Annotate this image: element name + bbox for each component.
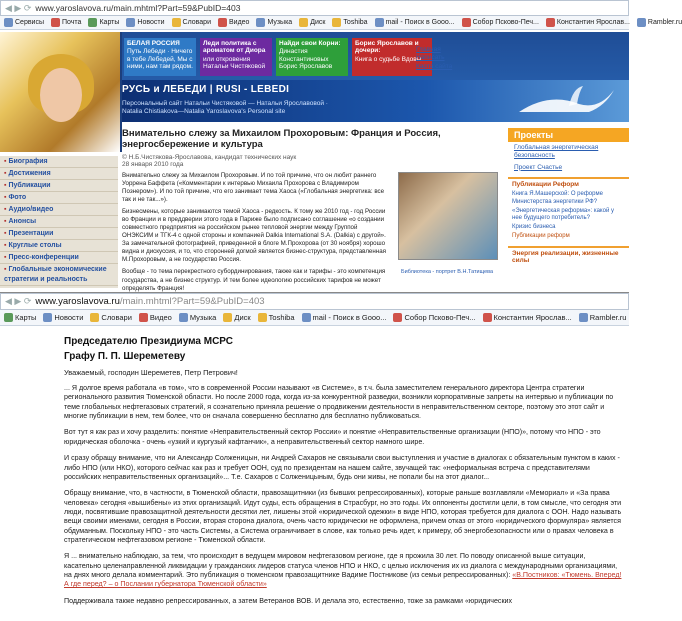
- letter-greeting: Уважаемый, господин Шереметев, Петр Петрович!: [64, 368, 238, 377]
- bookmark-item[interactable]: Видео: [218, 18, 249, 27]
- projects-heading: Проекты: [508, 128, 629, 142]
- energy-heading[interactable]: Энергия реализации, жизненные силы: [512, 249, 619, 264]
- swan-icon: [509, 82, 619, 118]
- portrait-painting: [398, 172, 498, 275]
- letter-content: [0, 326, 629, 606]
- reform-link[interactable]: Публикации реформ: [512, 233, 570, 240]
- maps-icon: [88, 18, 97, 27]
- bookmark-item[interactable]: Музыка: [179, 313, 217, 322]
- bookmark-item[interactable]: Новости: [126, 18, 164, 27]
- article-paragraph: Внимательно слежу за Михаилом Прохоровым. И по той причине, что он любит раннего Уоррена Баффета («Комментарии к интервью Михаила Прохорова с Владимиром Познером»). И по той причине, что его занимает тема Хаоса («Глобальная энергетика: все так и не так...»).: [122, 171, 385, 203]
- write-link[interactable]: Написать: [416, 54, 445, 62]
- postnikov-article-link[interactable]: «В.Постников: «Тюмень. Вперед! А где перед? – о Послании губернатора Тюменской области»: [64, 571, 622, 589]
- letter-paragraph: Вот тут я как раз и хочу разделить: понятие «Неправительственный сектор России» и понятие «Неправительственные организации (НПО)», потому что НПО - это юридическая оболочка - очень «узкий и кургузый кафтанчик», а неправительственный сектор намного шире.: [64, 428, 601, 446]
- nav-item-audio-video[interactable]: ▪ Аудио/видео: [0, 204, 118, 216]
- mail-ru-icon: [375, 18, 384, 27]
- dictionary-icon: [172, 18, 181, 27]
- nav-item-photo[interactable]: ▪ Фото: [0, 192, 118, 204]
- bookmark-item[interactable]: Видео: [139, 313, 172, 322]
- article-paragraph: Бизнесмены, которые занимаются темой Хаоса - редкость. К тому же 2010 год - год России во Франции и в преддверии этого года в Париже было подписано соглашение «о создании совместного предприятия на российском рынке тепловой энергии между Группой ОНЭКСИМ и ТГК-4 с одной стороны и компанией Dalkia International S.A. (Dalkia) с другой». За замечательной фотографией, приведенной в блоге М.Прохорова (от 30 ноября) хорошо видна и дискуссия, и то, что сторонней догмой является бизнес-структура, представленная М.Прохоровым, а не государство Россия.: [122, 208, 386, 264]
- music-icon: [256, 18, 265, 27]
- sitemap-link[interactable]: Карта сайта: [416, 62, 453, 70]
- page-icon: [393, 313, 402, 322]
- folder-icon: [258, 313, 267, 322]
- page-icon: [462, 18, 471, 27]
- bookmark-item[interactable]: Toshiba: [332, 18, 367, 27]
- reform-link[interactable]: «Энергетическая реформа»: какой у нее будущего потребитель?: [512, 207, 614, 221]
- article-title: Внимательно слежу за Михаилом Прохоровым: Франция и Россия, энергосбережение и культура: [122, 128, 441, 151]
- header-tile[interactable]: БЕЛАЯ РОССИЯ Путь Лебеди · Ничего в тебе Лебедей, Мы с ними, нам там рядом.: [124, 38, 196, 76]
- nav-item-press-conferences[interactable]: ▪ Пресс-конференции: [0, 252, 118, 264]
- address-bar[interactable]: [0, 0, 629, 16]
- bookmark-item[interactable]: Карты: [4, 313, 36, 322]
- address-url[interactable]: www.yaroslavova.ru/main.mhtml?Part=59&PubID=403: [35, 3, 241, 13]
- letter-paragraph: И сразу обращу внимание, что ни Александр Солженицын, ни Андрей Сахаров не связывали свои выступления и участие в диалогах с обязательным пунктом в каких - либо НПО (или НКО), которого сейчас как раз и требует ООН, суд по президентам на нашем сайте, звучащей так: «неформальная встреча с представителями российских неправительственных организаций»... Т.е. Сахаров с Солженицыным, будь они живы, не попали бы на этот диалог...: [64, 454, 620, 481]
- bookmark-item[interactable]: Toshiba: [258, 313, 295, 322]
- page-icon: [546, 18, 555, 27]
- apps-icon: [4, 18, 13, 27]
- folder-icon: [332, 18, 341, 27]
- mail-ru-icon: [302, 313, 311, 322]
- disk-icon: [223, 313, 232, 322]
- bookmarks-bar: [0, 310, 629, 326]
- video-icon: [139, 313, 148, 322]
- header-tiles: [124, 38, 432, 76]
- letter-paragraph: Обращу внимание, что, в частности, в Тюменской области, правозащитники (из бывших репрессированных), которые раньше возглавляли «Мемориал» и «За права человека» сегодня «вышибены» из этих организаций. Идут суды, есть обращения в Страсбург, но это годы. Их оппоненты достигли цели, в том смысле, что сегодня эти люди, посвятившие правозащитной деятельности десятки лет, лишены этой «юридической одежки» в виде НПО, которая требуется для диалога с ООН. Надо называть вещи своими именами, сегодня в России, вторая сторона диалога, очень часто юридически не оформлена, причем отказ от этого «юридического формуляра» является обдуманным. Поскольку НПО - это часть Системы, а Система ограничивает в слове, как только речь идет, к примеру, об энергобезопасности или о правах человека в стратегическом нефтегазовом регионе - Тюменской области.: [64, 489, 622, 545]
- top-browser-screenshot: [0, 0, 682, 292]
- nav-item-biography[interactable]: ▪ Биография: [0, 156, 118, 168]
- article-paragraph: Вообще - то тема перекрестного субординирования, также как и тарифы - это компетенция государства, а не бизнес структур. И тем более идеологию российских тарифов не может определять Франция!: [122, 268, 386, 292]
- energy-box: [508, 246, 629, 266]
- nav-item-presentations[interactable]: ▪ Презентации: [0, 228, 118, 240]
- bookmark-item[interactable]: Константин Ярослав...: [483, 313, 572, 322]
- bookmark-item[interactable]: Константин Ярослав...: [546, 18, 630, 27]
- dictionary-icon: [90, 313, 99, 322]
- rambler-icon: [637, 18, 646, 27]
- banner-subtitle: Персональный сайт Натальи Чистяковой — Натальи Ярославовой · Natalia Chistiakova—Natalia Yaroslavova's Personal site: [122, 100, 328, 116]
- left-navigation: [0, 156, 118, 288]
- article: [122, 128, 504, 292]
- bookmark-item[interactable]: Диск: [299, 18, 325, 27]
- letter-heading-1: Председателю Президиума МСРС: [64, 336, 233, 347]
- site-banner: [122, 80, 629, 122]
- mail-icon: [51, 18, 60, 27]
- letter-paragraph: Поддерживала также недавно репрессированных, а затем Ветеранов ВОВ. И делала это, естественно, тоже за рамками «юридических: [64, 596, 513, 605]
- author-portrait: [0, 32, 122, 152]
- picture-caption[interactable]: Библиотека - портрет В.Н.Татищева: [401, 269, 494, 275]
- reform-link[interactable]: Книга Я.Машерской: О реформе Министерства энергетики РФ?: [512, 191, 603, 205]
- top-links: [416, 46, 452, 71]
- right-column: [508, 128, 629, 288]
- header-tile[interactable]: Борис Ярославов и дочери: Книга о судьбе Вдовы...: [352, 38, 432, 76]
- project-link[interactable]: Глобальная энергетическая безопасность: [514, 144, 599, 159]
- bookmark-item[interactable]: Сервисы: [4, 18, 44, 27]
- letter-heading-2: Графу П. П. Шереметеву: [64, 351, 186, 362]
- article-author: © Н.Б.Чистякова-Ярославова, кандидат технических наук: [122, 153, 297, 161]
- bookmark-item[interactable]: Диск: [223, 313, 250, 322]
- address-bar[interactable]: [0, 293, 629, 310]
- bookmark-item[interactable]: mail - Поиск в Gooо...: [302, 313, 387, 322]
- header-tile[interactable]: Найди свои Корни: Династия Константиновых Борис Ярославов: [276, 38, 348, 76]
- bookmark-item[interactable]: Собор Псково-Печ...: [462, 18, 539, 27]
- address-url[interactable]: www.yaroslavova.ru/main.mhtml?Part=59&PubID=403: [35, 296, 265, 307]
- site-page: [0, 32, 629, 292]
- nav-item-publications[interactable]: ▪ Публикации: [0, 180, 118, 192]
- bookmark-item[interactable]: Собор Псково-Печ...: [393, 313, 475, 322]
- bookmark-item[interactable]: mail - Поиск в Gooо...: [375, 18, 455, 27]
- reform-link[interactable]: Кризис бизнеса: [512, 224, 556, 231]
- maps-icon: [4, 313, 13, 322]
- bottom-browser-screenshot: [0, 292, 629, 621]
- bookmark-item[interactable]: Rambler.ru: [637, 18, 682, 27]
- project-link[interactable]: Проект Счастье: [514, 163, 563, 171]
- article-date: 28 января 2010 года: [122, 160, 184, 168]
- nav-item-global-strategies[interactable]: ▪ Глобальные экономические стратегии и реальность: [0, 264, 118, 286]
- nav-item-announcements[interactable]: ▪ Анонсы: [0, 216, 118, 228]
- page-icon: [483, 313, 492, 322]
- bookmarks-bar: [0, 16, 682, 30]
- bookmark-item[interactable]: Rambler.ru: [579, 313, 627, 322]
- nav-item-round-tables[interactable]: ▪ Круглые столы: [0, 240, 118, 252]
- rambler-icon: [579, 313, 588, 322]
- nav-item-achievements[interactable]: ▪ Достижения: [0, 168, 118, 180]
- header-tile[interactable]: Леди политика с ароматом от Диора или откровения Натальи Чистяковой: [200, 38, 272, 76]
- video-icon: [218, 18, 227, 27]
- home-link[interactable]: Главная: [416, 46, 441, 53]
- bookmark-item[interactable]: Словари: [172, 18, 211, 27]
- back-forward-icon[interactable]: ◀ ▶ ⟳: [5, 296, 32, 306]
- news-icon: [126, 18, 135, 27]
- reform-box: [508, 177, 629, 241]
- reform-heading: Публикации Реформ: [512, 181, 579, 189]
- bookmark-item[interactable]: Карты: [88, 18, 119, 27]
- letter-paragraph: ... Я долгое время работала «в том», что в современной России называют «в Системе», в т.ч. была заместителем генерального директора Центра стратегии регионального развития Тюменской области. Но после 2000 года, когда из-за конкурентной разведки, возникли корпоративные запреты на интервью и публикации по теме глобальных нефтегазовых стратегий, я сознательно приняла решение о продвижении деятельности в неправительственном секторе, поэтому это этот сайт и многие публикации в нем, тем более, что он сначала совершенно бесплатно для бесплатно публиковаться.: [64, 384, 614, 421]
- back-forward-icon[interactable]: ◀ ▶ ⟳: [5, 2, 32, 13]
- bookmark-item[interactable]: Новости: [43, 313, 83, 322]
- bookmark-item[interactable]: Музыка: [256, 18, 292, 27]
- music-icon: [179, 313, 188, 322]
- disk-icon: [299, 18, 308, 27]
- bookmark-item[interactable]: Почта: [51, 18, 81, 27]
- letter-paragraph: Я ... внимательно наблюдаю, за тем, что происходит в ведущем мировом нефтегазовом регионе, где я прожила 30 лет. По поводу описанной выше ситуации, касательно целенаправленной ликвидации у гражданских лидеров статуса членов НПО и НКО, с целью исключения их из диалога с международными организациями, на днях много делала комментарий. Это публикация о тюменском правозащитнике Вадиме Постникове (из семьи репрессированных): «В.Постников: «Тюмень. Вперед! А где перед? – о Послании губернатора Тюменской области»: [64, 552, 622, 589]
- banner-title: РУСЬ и ЛЕБЕДИ | RUSI - LEBEDI: [122, 84, 290, 95]
- news-icon: [43, 313, 52, 322]
- bookmark-item[interactable]: Словари: [90, 313, 131, 322]
